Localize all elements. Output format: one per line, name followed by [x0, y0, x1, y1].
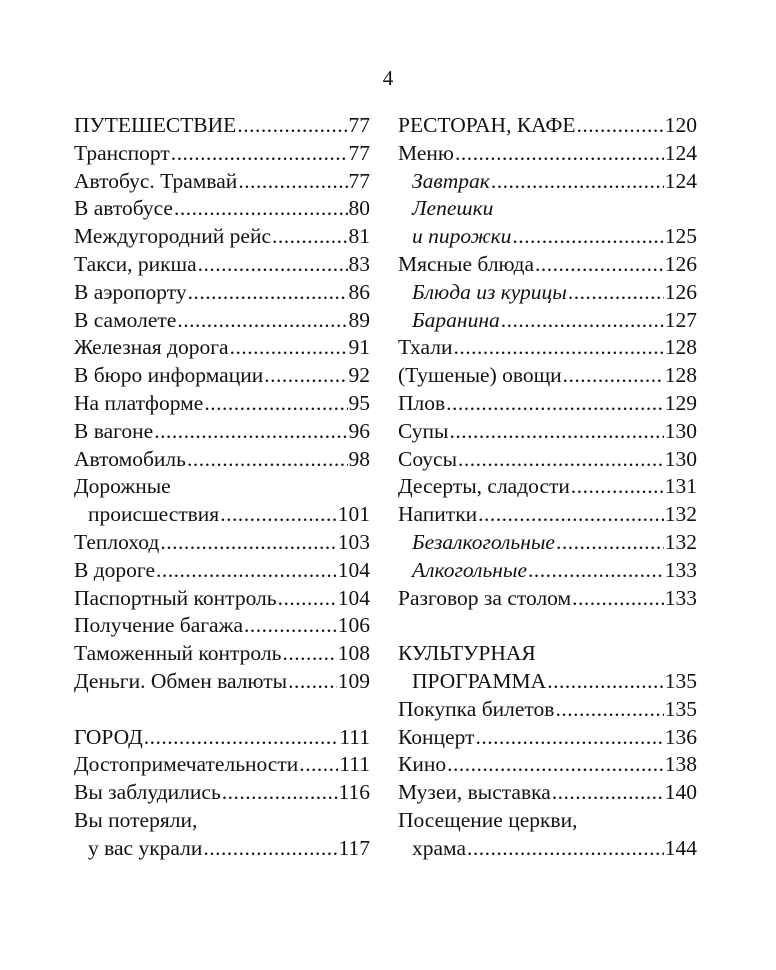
- leader-dots: [299, 751, 338, 779]
- toc-entry[interactable]: [398, 418, 697, 446]
- leader-dots: [458, 446, 664, 474]
- toc-entry-page: 109: [337, 668, 370, 693]
- toc-entry-page: 132: [664, 502, 697, 527]
- leader-dots: [237, 112, 347, 140]
- toc-entry-label: Разговор за столом: [398, 585, 572, 610]
- toc-entry-page: 108: [337, 641, 370, 666]
- toc-entry-line1[interactable]: [398, 195, 697, 223]
- toc-entry-label: Баранина: [412, 307, 500, 332]
- toc-entry-label: Такси, рикша: [74, 251, 197, 276]
- toc-entry-label: храма: [412, 835, 467, 860]
- toc-entry[interactable]: [74, 362, 370, 390]
- leader-dots: [555, 696, 663, 724]
- leader-dots: [528, 557, 664, 585]
- toc-entry-page: 98: [348, 446, 370, 471]
- leader-dots: [491, 168, 664, 196]
- leader-dots: [160, 529, 336, 557]
- leader-dots: [282, 640, 336, 668]
- toc-entry[interactable]: [398, 390, 697, 418]
- toc-entry-page: 131: [664, 474, 697, 499]
- toc-entry[interactable]: [398, 557, 697, 585]
- toc-entry-label: РЕСТОРАН, КАФЕ: [398, 113, 576, 137]
- toc-entry[interactable]: [398, 585, 697, 613]
- toc-entry-page: 106: [337, 613, 370, 638]
- toc-entry[interactable]: [74, 751, 370, 779]
- toc-entry[interactable]: [398, 751, 697, 779]
- toc-entry-page: 80: [348, 196, 370, 221]
- toc-entry-page: 104: [337, 557, 370, 582]
- toc-entry[interactable]: [74, 529, 370, 557]
- leader-dots: [568, 279, 664, 307]
- toc-entry-page: 77: [348, 140, 370, 165]
- toc-entry-page: 83: [348, 251, 370, 276]
- leader-dots: [547, 668, 664, 696]
- toc-entry-label: Десерты, сладости: [398, 474, 570, 499]
- toc-entry-label: На платформе: [74, 390, 204, 415]
- toc-entry-label: происшествия: [88, 502, 220, 527]
- toc-entry-label: Тхали: [398, 335, 453, 360]
- toc-entry-label: Музеи, выставка: [398, 780, 551, 805]
- toc-entry[interactable]: [74, 446, 370, 474]
- toc-entry-page: 135: [664, 696, 697, 721]
- toc-entry-label: Соусы: [398, 446, 458, 471]
- leader-dots: [174, 195, 348, 223]
- section-gap: [74, 696, 370, 724]
- toc-entry-label: и пирожки: [412, 224, 512, 249]
- toc-entry-page: 116: [338, 780, 370, 805]
- leader-dots: [455, 140, 664, 168]
- toc-entry-line1[interactable]: [398, 807, 697, 835]
- toc-entry[interactable]: [74, 390, 370, 418]
- leader-dots: [272, 223, 347, 251]
- leader-dots: [571, 473, 664, 501]
- toc-entry-page: 101: [337, 502, 370, 527]
- leader-dots: [501, 307, 664, 335]
- leader-dots: [177, 307, 347, 335]
- leader-dots: [188, 279, 348, 307]
- section-gap: [398, 612, 697, 640]
- leader-dots: [230, 334, 348, 362]
- toc-entry-line2[interactable]: [398, 223, 697, 251]
- toc-entry-label: Вы потеряли,: [74, 807, 198, 832]
- toc-entry-label: В аэропорту: [74, 279, 187, 304]
- leader-dots: [454, 334, 664, 362]
- toc-entry-label: Посещение церкви,: [398, 807, 578, 832]
- leader-dots: [535, 251, 664, 279]
- toc-entry[interactable]: [398, 529, 697, 557]
- leader-dots: [171, 140, 348, 168]
- toc-entry[interactable]: [74, 279, 370, 307]
- toc-entry-label: Покупка билетов: [398, 696, 555, 721]
- toc-entry-line2[interactable]: [74, 501, 370, 529]
- toc-entry-label: Дорожные: [74, 474, 171, 499]
- toc-entry-label: В вагоне: [74, 418, 154, 443]
- toc-entry[interactable]: [74, 668, 370, 696]
- toc-entry-line2[interactable]: [74, 835, 370, 863]
- toc-entry-label: (Тушеные) овощи: [398, 363, 562, 388]
- leader-dots: [222, 779, 338, 807]
- toc-entry-page: 127: [664, 307, 697, 332]
- leader-dots: [156, 557, 337, 585]
- toc-entry[interactable]: [398, 251, 697, 279]
- toc-entry[interactable]: [398, 473, 697, 501]
- toc-entry[interactable]: [74, 779, 370, 807]
- toc-entry[interactable]: [74, 612, 370, 640]
- toc-entry-page: 81: [348, 224, 370, 249]
- toc-entry-page: 144: [664, 835, 697, 860]
- toc-entry-label: ПРОГРАММА: [412, 668, 547, 693]
- toc-entry-page: 128: [664, 363, 697, 388]
- leader-dots: [220, 501, 337, 529]
- toc-entry-line1[interactable]: [74, 473, 370, 501]
- toc-entry-page: 140: [664, 780, 697, 805]
- toc-entry-line1[interactable]: [398, 640, 697, 668]
- toc-entry-page: 130: [664, 418, 697, 443]
- toc-entry-label: Получение багажа: [74, 613, 243, 638]
- toc-entry-page: 103: [337, 529, 370, 554]
- toc-entry-page: 117: [338, 835, 370, 860]
- toc-entry-label: ГОРОД: [74, 724, 143, 749]
- leader-dots: [478, 501, 664, 529]
- toc-entry-page: 136: [664, 724, 697, 749]
- toc-entry-label: Таможенный контроль: [74, 641, 282, 666]
- toc-entry-label: Кино: [398, 752, 447, 777]
- leader-dots: [154, 418, 347, 446]
- leader-dots: [572, 585, 664, 613]
- leader-dots: [203, 835, 337, 863]
- toc-entry-label: Меню: [398, 140, 454, 165]
- toc-entry-label: Паспортный контроль: [74, 585, 277, 610]
- toc-entry-label: В бюро информации: [74, 363, 264, 388]
- toc-entry[interactable]: [74, 640, 370, 668]
- toc-entry[interactable]: [74, 557, 370, 585]
- leader-dots: [144, 724, 339, 752]
- leader-dots: [467, 835, 664, 863]
- leader-dots: [244, 612, 337, 640]
- toc-entry-label: у вас украли: [88, 835, 203, 860]
- toc-entry-line1[interactable]: [74, 807, 370, 835]
- toc-entry[interactable]: [398, 696, 697, 724]
- leader-dots: [446, 390, 664, 418]
- toc-entry-page: 111: [339, 752, 370, 777]
- toc-entry-page: 130: [664, 446, 697, 471]
- toc-entry[interactable]: [398, 334, 697, 362]
- toc-entry-label: Автобус. Трамвай: [74, 168, 238, 193]
- toc-entry[interactable]: [74, 168, 370, 196]
- toc-entry[interactable]: [398, 140, 697, 168]
- toc-entry[interactable]: [398, 779, 697, 807]
- toc-column-left: [74, 112, 370, 863]
- toc-entry-label: В дороге: [74, 557, 155, 582]
- toc-entry-label: Завтрак: [412, 168, 490, 193]
- toc-entry-page: 104: [337, 585, 370, 610]
- toc-entry-label: Достопримечательности: [74, 752, 299, 777]
- toc-entry-label: Плов: [398, 390, 446, 415]
- toc-entry[interactable]: [398, 362, 697, 390]
- leader-dots: [278, 585, 337, 613]
- toc-entry[interactable]: [74, 307, 370, 335]
- toc-entry[interactable]: [74, 251, 370, 279]
- toc-entry[interactable]: [398, 168, 697, 196]
- toc-entry-page: 129: [664, 390, 697, 415]
- leader-dots: [450, 418, 664, 446]
- toc-entry-label: Безалкогольные: [412, 529, 555, 554]
- toc-entry-label: Концерт: [398, 724, 475, 749]
- toc-entry[interactable]: [398, 279, 697, 307]
- toc-entry-page: 132: [664, 529, 697, 554]
- toc-entry-page: 135: [664, 668, 697, 693]
- leader-dots: [187, 446, 348, 474]
- leader-dots: [556, 529, 664, 557]
- toc-entry-page: 126: [664, 251, 697, 276]
- leader-dots: [512, 223, 663, 251]
- toc-entry-page: 128: [664, 335, 697, 360]
- toc-entry[interactable]: [398, 724, 697, 752]
- leader-dots: [238, 168, 347, 196]
- toc-entry-page: 77: [348, 113, 370, 137]
- toc-entry[interactable]: [74, 223, 370, 251]
- toc-entry[interactable]: [74, 112, 370, 140]
- toc-entry[interactable]: [74, 195, 370, 223]
- toc-entry-label: В самолете: [74, 307, 177, 332]
- toc-entry-page: 126: [664, 279, 697, 304]
- toc-entry-label: Супы: [398, 418, 449, 443]
- toc-entry-page: 91: [348, 335, 370, 360]
- leader-dots: [563, 362, 664, 390]
- toc-entry-label: Лепешки: [412, 196, 494, 221]
- toc-entry-page: 124: [664, 140, 697, 165]
- toc-entry-label: Вы заблудились: [74, 780, 221, 805]
- toc-entry-label: Напитки: [398, 502, 478, 527]
- toc-entry[interactable]: [398, 501, 697, 529]
- toc-entry-page: 125: [664, 224, 697, 249]
- toc-entry[interactable]: [398, 307, 697, 335]
- toc-entry-label: Деньги. Обмен валюты: [74, 668, 288, 693]
- toc-entry-page: 133: [664, 557, 697, 582]
- leader-dots: [475, 724, 663, 752]
- toc-entry-label: Автомобиль: [74, 446, 186, 471]
- toc-column-right: [398, 112, 697, 863]
- toc-entry-label: ПУТЕШЕСТВИЕ: [74, 113, 237, 137]
- leader-dots: [576, 112, 663, 140]
- toc-entry-page: 133: [664, 585, 697, 610]
- toc-entry-label: Междугородний рейс: [74, 224, 272, 249]
- toc-entry-page: 120: [664, 113, 697, 137]
- toc-entry-label: В автобусе: [74, 196, 173, 221]
- toc-entry[interactable]: [398, 446, 697, 474]
- toc-entry-page: 89: [348, 307, 370, 332]
- toc-entry-label: КУЛЬТУРНАЯ: [398, 641, 536, 666]
- toc-entry-page: 95: [348, 390, 370, 415]
- toc-entry-label: Теплоход: [74, 529, 160, 554]
- toc-entry-page: 111: [339, 724, 370, 749]
- toc-entry-page: 77: [348, 168, 370, 193]
- leader-dots: [447, 751, 664, 779]
- toc-entry-label: Алкогольные: [412, 557, 528, 582]
- toc-entry[interactable]: [74, 724, 370, 752]
- toc-entry-page: 86: [348, 279, 370, 304]
- leader-dots: [288, 668, 337, 696]
- toc-entry-page: 138: [664, 752, 697, 777]
- toc-entry[interactable]: [398, 112, 697, 140]
- toc-entry-page: 92: [348, 363, 370, 388]
- toc-entry-line2[interactable]: [398, 835, 697, 863]
- leader-dots: [204, 390, 347, 418]
- toc-entry-label: Транспорт: [74, 140, 170, 165]
- toc-entry-page: 124: [664, 168, 697, 193]
- toc-entry-page: 96: [348, 418, 370, 443]
- toc-entry-line2[interactable]: [398, 668, 697, 696]
- toc-entry-label: Блюда из курицы: [412, 279, 567, 304]
- toc-entry[interactable]: [74, 140, 370, 168]
- leader-dots: [264, 362, 347, 390]
- toc-entry-label: Железная дорога: [74, 335, 229, 360]
- toc-entry[interactable]: [74, 585, 370, 613]
- leader-dots: [552, 779, 664, 807]
- toc-entry[interactable]: [74, 334, 370, 362]
- toc-entry[interactable]: [74, 418, 370, 446]
- leader-dots: [198, 251, 348, 279]
- toc-entry-label: Мясные блюда: [398, 251, 535, 276]
- page-number: 4: [382, 66, 394, 90]
